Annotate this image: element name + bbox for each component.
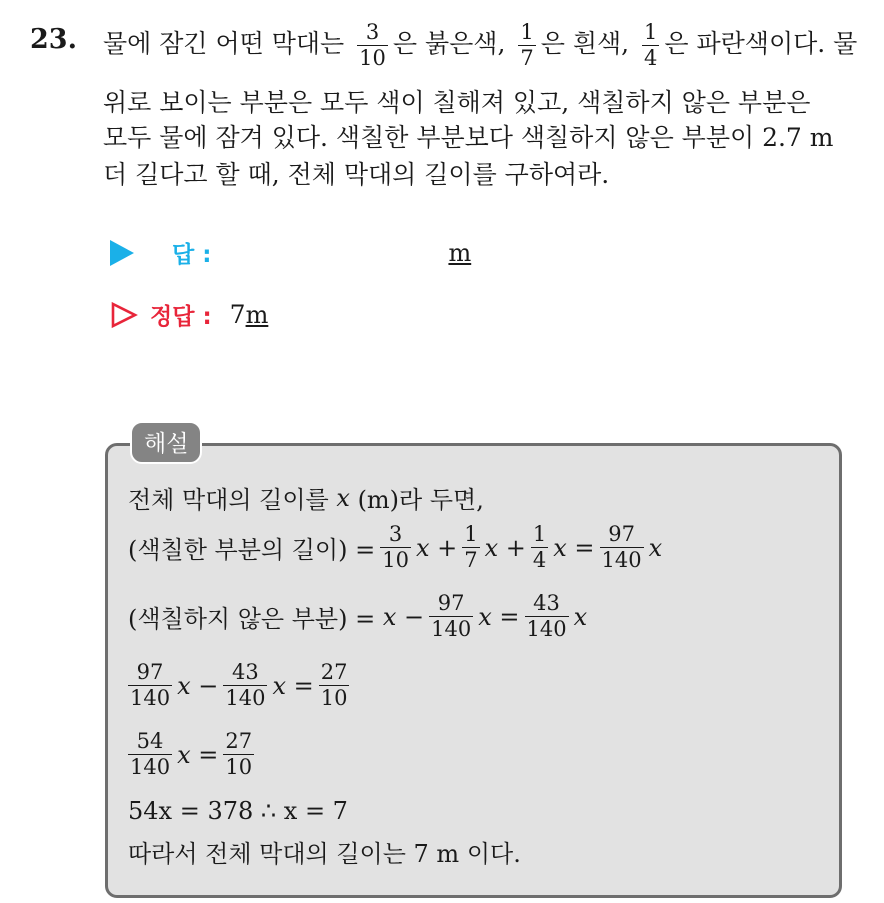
fraction-red: $\frac{3}{10}$ [359,20,386,70]
question-text: 은 흰색, [540,29,630,58]
solution-line-7: 따라서 전체 막대의 길이는 7 m 이다. [128,840,521,868]
answer-label: 답 : [172,242,212,268]
solution-line-1: 전체 막대의 길이를 x (m)라 두면, [128,483,484,514]
solution-line-3: (색칠하지 않은 부분) = x − $\frac{97}{140}$ x = $\frac{43}{140}$ x [128,591,588,641]
solution-line-5: $\frac{54}{140}$ x = $\frac{27}{10}$ [130,729,253,779]
solution-tag: 해설 [130,421,202,464]
question-text: 물에 잠긴 어떤 막대는 [103,29,345,58]
question-text: 은 붉은색, [392,29,506,58]
answer-unit: m [448,238,472,267]
question-line-4: 더 길다고 할 때, 전체 막대의 길이를 구하여라. [103,160,610,189]
fraction-white: $\frac{1}{7}$ [520,20,534,70]
play-icon [110,240,134,266]
question-text: 은 파란색이다. 물 [664,29,858,58]
solution-line-6: 54x = 378 ∴ x = 7 [128,797,348,825]
question-line-3: 모두 물에 잠겨 있다. 색칠한 부분보다 색칠하지 않은 부분이 2.7 m [103,123,834,152]
question-line-1 [103,22,857,69]
answer-row [110,236,471,269]
question-line-2: 위로 보이는 부분은 모두 색이 칠해져 있고, 색칠하지 않은 부분은 [103,88,811,117]
solution-line-4: $\frac{97}{140}$ x − $\frac{43}{140}$ x = $\frac{27}{10}$ [130,660,348,710]
outline-triangle-icon [110,301,138,329]
fraction-blue: $\frac{1}{4}$ [644,20,658,70]
correct-unit: m [245,300,269,329]
correct-value: 7 [229,300,246,329]
correct-answer-row [110,298,268,331]
question-number: 23. [30,24,77,55]
solution-line-2: (색칠한 부분의 길이) = $\frac{3}{10}$ x + $\frac{1}{7}$ x + $\frac{1}{4}$ x = $\frac{97}{140}$ x [128,522,663,572]
correct-label: 정답 : [150,304,212,330]
